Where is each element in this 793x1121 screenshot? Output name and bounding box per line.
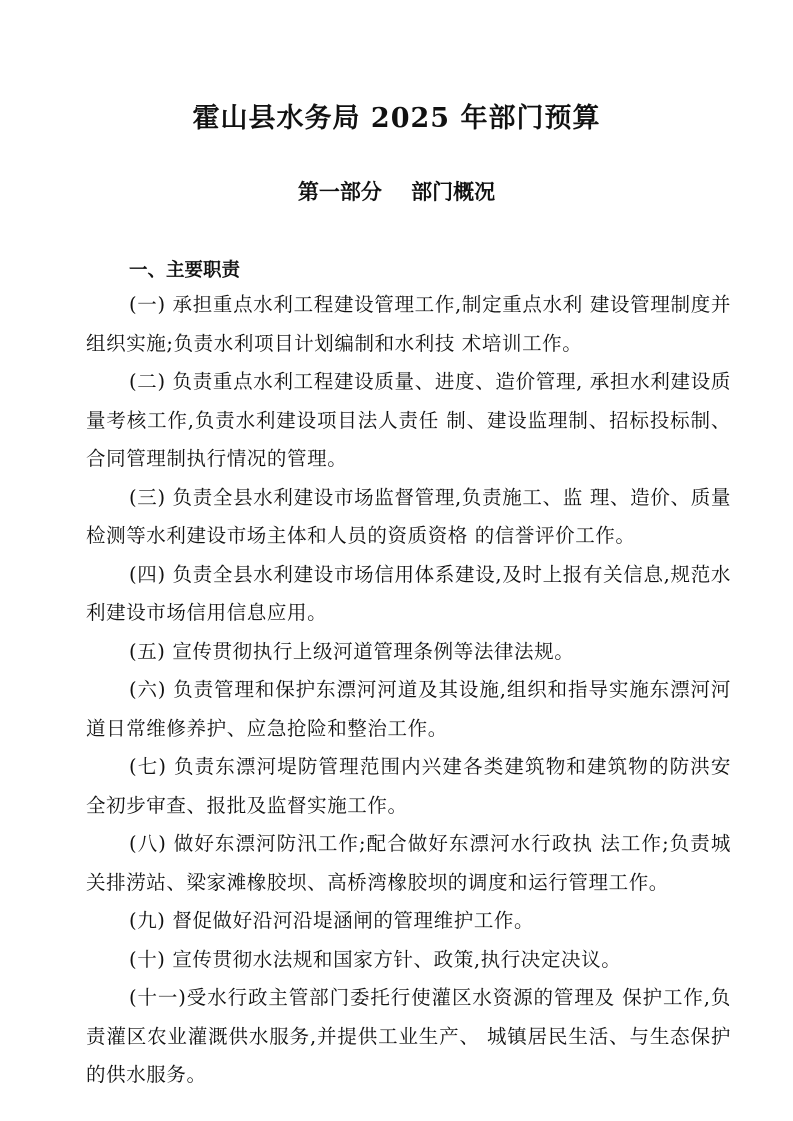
duty-paragraph-8: (八) 做好东漂河防汛工作;配合做好东漂河水行政执 法工作;负责城关排涝站、梁家滩橡胶坝、高桥湾橡胶坝的调度和运行管理工作。: [86, 832, 731, 894]
document-title: 霍山县水务局 2025 年部门预算: [192, 103, 601, 134]
duty-paragraph-1: (一) 承担重点水利工程建设管理工作,制定重点水利 建设管理制度并组织实施;负责水利项目计划编制和水利技 术培训工作。: [86, 293, 731, 355]
duty-paragraph-10: (十) 宣传贯彻水法规和国家方针、政策,执行决定决议。: [129, 947, 622, 971]
duty-paragraph-6: (六) 负责管理和保护东漂河河道及其设施,组织和指导实施东漂河河道日常维修养护、应急抢险和整治工作。: [86, 678, 731, 740]
duty-paragraph-7: (七) 负责东漂河堤防管理范围内兴建各类建筑物和建筑物的防洪安全初步审查、报批及监督实施工作。: [86, 755, 731, 817]
duties-list: [86, 286, 731, 1095]
duty-paragraph-5: (五) 宣传贯彻执行上级河道管理条例等法律法规。: [129, 639, 575, 663]
section-heading: 一、主要职责: [129, 260, 241, 281]
duty-paragraph-2: (二) 负责重点水利工程建设质量、进度、造价管理, 承担水利建设质量考核工作,负责水利建设项目法人责任 制、建设监理制、招标投标制、合同管理制执行情况的管理。: [86, 370, 731, 470]
duty-paragraph-9: (九) 督促做好沿河沿堤涵闸的管理维护工作。: [129, 909, 535, 932]
duty-paragraph-4: (四) 负责全县水利建设市场信用体系建设,及时上报有关信息,规范水利建设市场信用信息应用。: [86, 562, 731, 624]
duty-paragraph-3: (三) 负责全县水利建设市场监督管理,负责施工、监 理、造价、质量检测等水利建设市场主体和人员的资质资格 的信誉评价工作。: [86, 485, 731, 547]
duty-paragraph-11: (十一)受水行政主管部门委托行使灌区水资源的管理及 保护工作,负责灌区农业灌溉供水服务,并提供工业生产、 城镇居民生活、与生态保护的供水服务。: [86, 986, 731, 1086]
part-title: 第一部分 部门概况: [297, 180, 496, 204]
